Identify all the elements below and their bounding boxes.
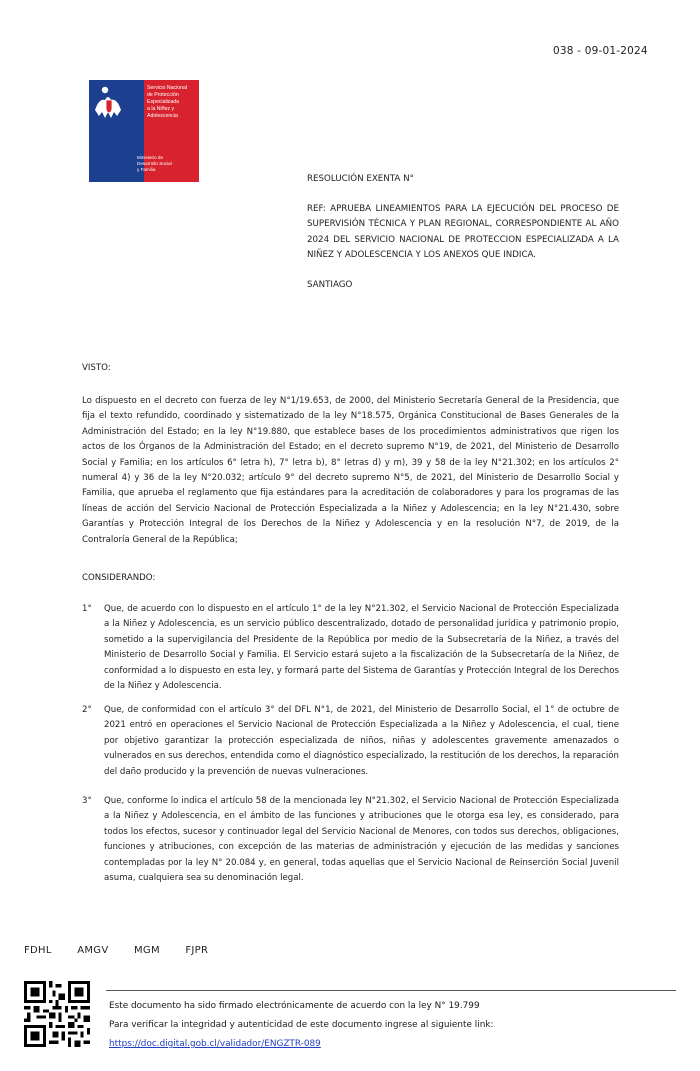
considerando-heading: CONSIDERANDO: (82, 573, 156, 583)
document-number: 038 - 09-01-2024 (553, 45, 648, 57)
initials-item: AMGV (77, 945, 109, 956)
visto-heading: VISTO: (82, 363, 111, 373)
item-number: 1° (82, 604, 92, 614)
logo-text-line: Servicio Nacional (147, 85, 188, 91)
visto-text: Lo dispuesto en el decreto con fuerza de ley N°1/19.653, de 2000, del Ministerio Secretaría General de la Presidencia, que fija el texto refundido, coordinado y sistematizado de la ley N°18.575, Orgánica Constitucional de Bases Generales de la Administración del Estado; en la ley N°19.880, que establece bases de los procedimientos administrativos que rigen los actos de los Órganos de la Administración del Estado; en el decreto supremo N°19, de 2021, del Ministerio de Desarrollo Social y Familia; en los artículos 6° letra h), 7° letra b), 8° letras d) y m), 39 y 58 de la ley N°21.302; en los artículos 2° numeral 4) y 36 de la ley N°20.032; artículo 9° del decreto supremo N°5, de 2021, del Ministerio de Desarrollo Social y Familia, que aprueba el reglamento que fija estándares para la acreditación de colaboradores y para los programas de las líneas de acción del Servicio Nacional de Protección Especializada a la Niñez y Adolescencia; en la ley N°21.430, sobre Garantías y Protección Integral de los Derechos de la Niñez y Adolescencia y en la resolución N°7, de 2019, de la Contraloría General de la República; (82, 396, 619, 545)
reference-text: REF: APRUEBA LINEAMIENTOS PARA LA EJECUCIÓN DEL PROCESO DE SUPERVISIÓN TÉCNICA Y PLAN REGIONAL, CORRESPONDIENTE AL AÑO 2024 DEL SERVICIO NACIONAL DE PROTECCION ESPECIALIZADA A LA NIÑEZ Y ADOLESCENCIA Y LOS ANEXOS QUE INDICA. (307, 203, 619, 260)
logo-text-line: a la Niñez y (147, 106, 175, 112)
signature-notice-line: Este documento ha sido firmado electrónicamente de acuerdo con la ley N° 19.799 (109, 1001, 480, 1011)
signer-initials (24, 945, 230, 956)
logo-text-line: de Protección (147, 92, 179, 98)
considerando-item (82, 703, 619, 780)
shield-icon (106, 100, 112, 113)
logo-text-line: Especializada (147, 99, 180, 105)
place-label: SANTIAGO (307, 279, 353, 290)
qr-code-icon (24, 981, 90, 1047)
item-number: 2° (82, 705, 92, 715)
initials-item: FJPR (185, 945, 209, 956)
considerando-item (82, 794, 619, 886)
item-text: Que, de conformidad con el artículo 3° del DFL N°1, de 2021, del Ministerio de Desarrollo Social, el 1° de octubre de 2021 entró en operaciones el Servicio Nacional de Protección Especializada a la Niñez y Adolescencia, el cual, tiene por objetivo garantizar la protección especializada de niños, niñas y adolescentes gravemente amenazados o vulnerados en sus derechos, entendida como el diagnóstico especializado, la restitución de los derechos, la reparación del daño producido y la prevención de nuevas vulneraciones. (104, 705, 619, 777)
visto-paragraph (82, 394, 619, 548)
item-text: Que, conforme lo indica el artículo 58 de la mencionada ley N°21.302, el Servicio Nacional de Protección Especializada a la Niñez y Adolescencia, en el ámbito de las funciones y atribuciones que le otorga esa ley, es considerado, para todos los efectos, sucesor y continuador legal del Servicio Nacional de Menores, con todos sus derechos, obligaciones, funciones y atribuciones, con excepción de las materias de administración y ejecución de las medidas y sanciones contempladas por la ley N° 20.084 y, en general, todas aquellas que el Servicio Nacional de Reinserción Social Juvenil asuma, cualquiera sea su denominación legal. (104, 796, 619, 884)
verification-link[interactable]: https://doc.digital.gob.cl/validador/ENGZTR-089 (109, 1039, 321, 1049)
signature-notice (109, 997, 493, 1054)
logo-ministry-line: Desarrollo Social (137, 161, 172, 166)
institution-logo (89, 80, 199, 182)
footer-divider (106, 990, 676, 991)
initials-item: FDHL (24, 945, 52, 956)
initials-item: MGM (133, 945, 160, 956)
logo-text-line: Adolescencia (147, 113, 178, 119)
item-text: Que, de acuerdo con lo dispuesto en el artículo 1° de la ley N°21.302, el Servicio Nacional de Protección Especializada a la Niñez y Adolescencia, es un servicio público descentralizado, dotado de personalidad jurídica y patrimonio propio, sometido a la supervigilancia del Presidente de la República por medio de la Subsecretaría de la Niñez, a través del Ministerio de Desarrollo Social y Familia. El Servicio estará sujeto a la fiscalización de la Subsecretaría de la Niñez, de conformidad a lo dispuesto en esta ley, y formará parte del Sistema de Garantías y Protección Integral de los Derechos de la Niñez y Adolescencia. (104, 604, 619, 692)
logo-ministry-line: y Familia (137, 167, 156, 172)
resolution-label: RESOLUCIÓN EXENTA N° (307, 174, 414, 184)
verification-instructions: Para verificar la integridad y autenticidad de este documento ingrese al siguiente link: (109, 1020, 494, 1030)
logo-ministry-line: Ministerio de (137, 155, 164, 160)
considerando-item (82, 602, 619, 694)
item-number: 3° (82, 796, 92, 806)
title-block (307, 172, 619, 293)
